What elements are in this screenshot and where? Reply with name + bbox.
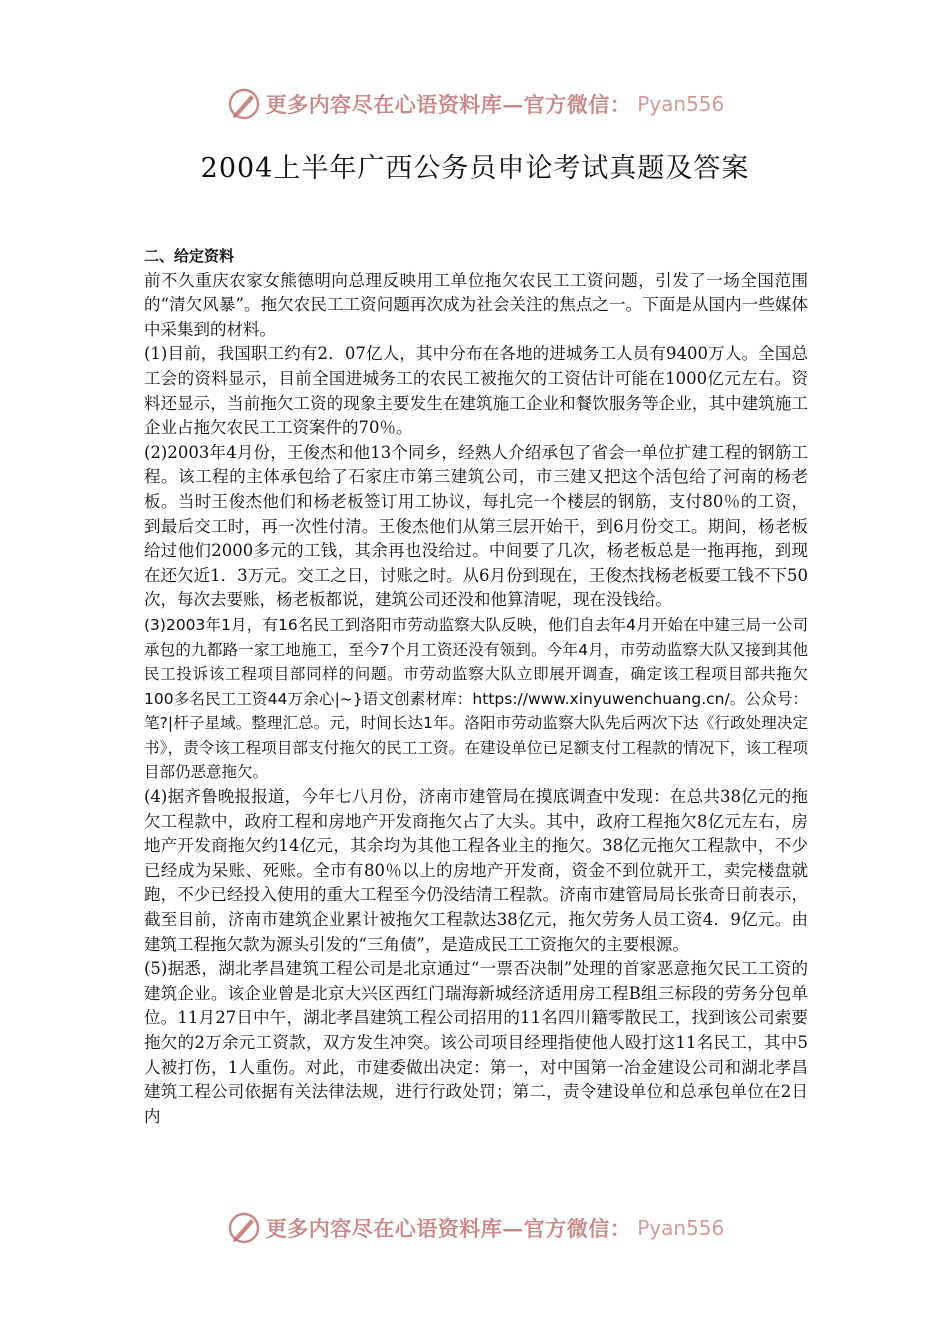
watermark-banner-bottom [0, 1206, 950, 1250]
paragraph-intro: 前不久重庆农家女熊德明向总理反映用工单位拖欠农民工工资问题，引发了一场全国范围的“清欠风暴”。拖欠农民工工资问题再次成为社会关注的焦点之一。下面是从国内一些媒体中采集到的材料。 [144, 270, 808, 339]
watermark-text: 更多内容尽在心语资料库—官方微信： [265, 1216, 632, 1241]
page-title: 2004上半年广西公务员申论考试真题及答案 [200, 153, 750, 184]
pen-logo-icon [226, 86, 262, 122]
pen-logo-icon [226, 1210, 262, 1246]
watermark-text: 更多内容尽在心语资料库—官方微信： [265, 92, 632, 117]
paragraph-1: (1)目前，我国职工约有2．07亿人，其中分布在各地的进城务工人员有9400万人。全国总工会的资料显示，目前全国进城务工的农民工被拖欠的工资估计可能在1000亿元左右。资料还显示，当前拖欠工资的现象主要发生在建筑施工企业和餐饮服务等企业，其中建筑施工企业占拖欠农民工工资案件的70％。 [144, 344, 808, 438]
paragraph-3: (3)2003年1月，有16名民工到洛阳市劳动监察大队反映，他们自去年4月开始在中建三局一公司承包的九都路一家工地施工，至今7个月工资还没有领到。今年4月，市劳动监察大队又接到其他民工投诉该工程项目部同样的问题。市劳动监察大队立即展开调查，确定该工程项目部共拖欠100多名民工工资44万余心|~}语文创素材库：https://www.xinyuwenchuang.cn/。公众号：笔?|杆子星域。整理汇总。元，时间长达1年。洛阳市劳动监察大队先后两次下达《行政处理决定书》，责令该工程项目部支付拖欠的民工工资。在建设单位已足额支付工程款的情况下，该工程项目部仍恶意拖欠。 [144, 615, 808, 782]
watermark-wechat-id: Pyan556 [637, 92, 725, 116]
watermark-banner-top [0, 82, 950, 126]
paragraph-2: (2)2003年4月份，王俊杰和他13个同乡，经熟人介绍承包了省会一单位扩建工程的钢筋工程。该工程的主体承包给了石家庄市第三建筑公司，市三建又把这个活包给了河南的杨老板。当时王俊杰他们和杨老板签订用工协议，每扎完一个楼层的钢筋，支付80％的工资，到最后交工时，再一次性付清。王俊杰他们从第三层开始干，到6月份交工。期间，杨老板给过他们2000多元的工钱，其余再也没给过。中间要了几次，杨老板总是一拖再拖，到现在还欠近1．3万元。交工之日，讨账之时。从6月份到现在，王俊杰找杨老板要工钱不下50次，每次去要账，杨老板都说，建筑公司还没和他算清呢，现在没钱给。 [144, 442, 808, 610]
section-heading: 二、给定资料 [144, 247, 235, 265]
document-body [144, 244, 808, 1129]
paragraph-4: (4)据齐鲁晚报报道，今年七八月份，济南市建管局在摸底调查中发现：在总共38亿元的拖欠工程款中，政府工程和房地产开发商拖欠占了大头。其中，政府工程拖欠8亿元左右，房地产开发商拖欠约14亿元，其余均为其他工程各业主的拖欠。38亿元拖欠工程款中，不少已经成为呆账、死账。全市有80％以上的房地产开发商，资金不到位就开工，卖完楼盘就跑，不少已经投入使用的重大工程至今仍没结清工程款。济南市建管局局长张奇日前表示，截至目前，济南市建筑企业累计被拖欠工程款达38亿元，拖欠劳务人员工资4．9亿元。由建筑工程拖欠款为源头引发的“三角债”，是造成民工工资拖欠的主要根源。 [144, 787, 808, 954]
watermark-wechat-id: Pyan556 [637, 1216, 725, 1240]
paragraph-5: (5)据悉，湖北孝昌建筑工程公司是北京通过“一票否决制”处理的首家恶意拖欠民工工资的建筑企业。该企业曾是北京大兴区西红门瑞海新城经济适用房工程B组三标段的劳务分包单位。11月27日中午，湖北孝昌建筑工程公司招用的11名四川籍零散民工，找到该公司索要拖欠的2万余元工资款，双方发生冲突。该公司项目经理指使他人殴打这11名民工，其中5人被打伤，1人重伤。对此，市建委做出决定：第一，对中国第一冶金建设公司和湖北孝昌建筑工程公司依据有关法律法规，进行行政处罚；第二，责令建设单位和总承包单位在2日内 [144, 959, 808, 1126]
